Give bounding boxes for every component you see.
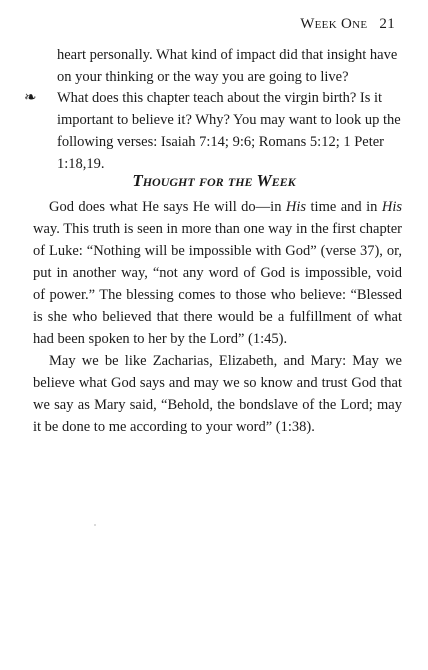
paragraph-1-part-1: God does what He says He will do—in	[49, 199, 286, 215]
section-title: Thought for the Week	[132, 171, 296, 190]
paragraph-2: May we be like Zacharias, Elizabeth, and Mary: May we believe what God says and may we so know and trust God that we say as Mary said, “Behold, the bondslave of the Lord; may it be done to me according to your word” (1:38).	[33, 353, 402, 435]
page-number: 21	[379, 16, 395, 32]
emphasis-his-2: His	[381, 199, 402, 215]
paragraph-1-part-3: way. This truth is seen in more than one way in the first chapter of Luke: “Nothing will be impossible with God” (verse 37), or, put in another way, “not any word of God is impossible, void of power.” The blessing comes to those who believe: “Blessed is she who believed that there would be a fulfillment of what had been spoken to her by the Lord” (1:45).	[33, 221, 402, 347]
paragraph-1-part-2: time and in	[306, 199, 382, 215]
scan-speck	[94, 524, 96, 526]
study-question	[24, 87, 402, 175]
question-text: What does this chapter teach about the virgin birth? Is it important to believe it? Why? You may want to look up the following verses: Isaiah 7:14; 9:6; Romans 5:12; 1 Peter 1:18,19.	[57, 90, 401, 172]
continued-paragraph: heart personally. What kind of impact did that insight have on your thinking or the way you are going to live?	[57, 47, 398, 85]
running-head-title: Week One	[300, 16, 368, 32]
fleuron-bullet-icon: ❧	[24, 90, 37, 106]
paragraph-1	[33, 196, 402, 350]
emphasis-his-1: His	[285, 199, 307, 215]
body-text	[33, 196, 402, 438]
running-head	[300, 16, 395, 33]
